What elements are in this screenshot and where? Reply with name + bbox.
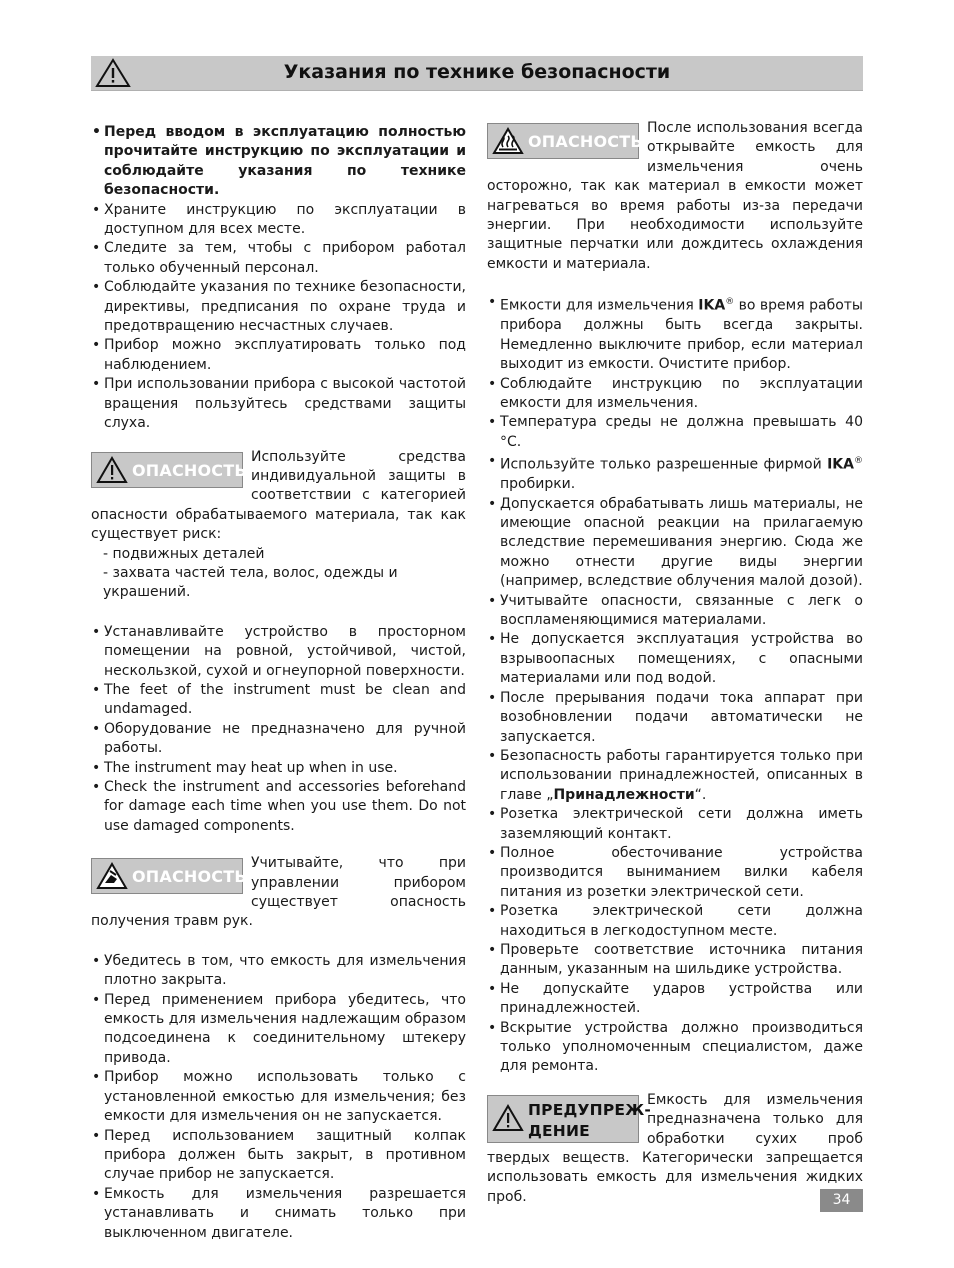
- bullet-list-operation: [487, 293, 863, 1077]
- list-item: • Полное обесточивание устройства производится выниманием вилки кабеля питания из розетки электрической сети.: [487, 844, 863, 902]
- warning-block-liquids: [487, 1091, 863, 1207]
- danger-text: Учитывайте, что при управлении прибором существует опасность получения травм рук.: [91, 855, 466, 930]
- list-item: • Следите за тем, чтобы с прибором работал только обученный персонал.: [91, 239, 466, 278]
- warning-triangle-icon: [492, 1104, 524, 1132]
- list-item: • После прерывания подачи тока аппарат при возобновлении подачи автоматически не запускается.: [487, 689, 863, 747]
- left-column: [91, 123, 466, 1243]
- right-column: [487, 120, 863, 1207]
- list-item: • Розетка электрической сети должна иметь заземляющий контакт.: [487, 805, 863, 844]
- danger-label: ОПАСНОСТЬ: [528, 132, 643, 151]
- list-item: • Соблюдайте указания по технике безопасности, директивы, предписания по охране труда и предотвращению несчастных случаев.: [91, 278, 466, 336]
- list-item: • Проверьте соответствие источника питания данным, указанным на шильдике устройства.: [487, 941, 863, 980]
- danger-badge: [91, 858, 247, 894]
- danger-badge: [91, 452, 247, 488]
- list-item: • Используйте только разрешенные фирмой IKA® пробирки.: [487, 452, 863, 494]
- danger-label: ОПАСНОСТЬ: [132, 460, 247, 480]
- warning-triangle-icon: [96, 456, 128, 484]
- list-item: • Не допускается эксплуатация устройства во взрывоопасных помещениях, с опасными материалами или под водой.: [487, 630, 863, 688]
- danger-badge: [487, 123, 643, 159]
- warning-badge: [487, 1095, 652, 1143]
- list-item: • Устанавливайте устройство в просторном помещении на ровной, устойчивой, чистой, нескользкой, сухой и огнеупорной поверхности.: [91, 623, 466, 681]
- list-item: • Допускается обрабатывать лишь материалы, не имеющие опасной реакции на прилагаемую вследствие перемешивания энергию. Сюда же можно отнести другие виды энергии (например, вследствие облучения малой дозой).: [487, 495, 863, 592]
- hot-surface-warning-icon: [492, 127, 524, 155]
- list-item: • Check the instrument and accessories beforehand for damage each time when you use them. Do not use damaged components.: [91, 778, 466, 836]
- bullet-list-general: [91, 123, 466, 434]
- list-item: • The feet of the instrument must be clean and undamaged.: [91, 681, 466, 720]
- page-title: Указания по технике безопасности: [283, 61, 671, 83]
- list-item: • Убедитесь в том, что емкость для измельчения плотно закрыта.: [91, 952, 466, 991]
- list-item: • Перед применением прибора убедитесь, что емкость для измельчения надлежащим образом подсоединена к соединительному штекеру привода.: [91, 991, 466, 1069]
- risk-list: [91, 545, 466, 603]
- risk-item: - захвата частей тела, волос, одежды и украшений.: [103, 564, 398, 601]
- list-item: • При использовании прибора с высокой частотой вращения пользуйтесь средствами защиты слуха.: [91, 375, 466, 433]
- list-item: • Перед вводом в эксплуатацию полностью прочитайте инструкцию по эксплуатации и соблюдайте указания по технике безопасности.: [91, 123, 466, 201]
- list-item: • Оборудование не предназначено для ручной работы.: [91, 720, 466, 759]
- list-item: • Учитывайте опасности, связанные с легк о воспламеняющимися материалами.: [487, 592, 863, 631]
- list-item: • Емкости для измельчения IKA® во время работы прибора должны быть всегда закрыты. Немедленно выключите прибор, если материал выходит из емкости. Очистите прибор.: [487, 293, 863, 374]
- warning-label: ПРЕДУПРЕЖ- ДЕНИЕ: [528, 1100, 652, 1140]
- hand-injury-warning-icon: [96, 862, 128, 890]
- danger-text: После использования всегда открывайте емкость для измельчения очень осторожно, так как материал в емкости может нагреваться во время работы из-за передачи энергии. При необходимости используйте защитные перчатки или дождитесь охлаждения емкости и материала.: [487, 120, 863, 272]
- bullet-list-container: [91, 952, 466, 1243]
- list-item: • Храните инструкцию по эксплуатации в доступном для всех месте.: [91, 201, 466, 240]
- list-item: • Емкость для измельчения разрешается устанавливать и снимать только при выключенном двигателе.: [91, 1185, 466, 1243]
- danger-block-hands: [91, 854, 466, 932]
- list-item: • Температура среды не должна превышать 40 °C.: [487, 413, 863, 452]
- danger-block-ppe: [91, 448, 466, 545]
- danger-text: Используйте средства индивидуальной защиты в соответствии с категорией опасности обрабатываемого материала, так как существует риск:: [91, 448, 466, 543]
- list-item: • Розетка электрической сети должна находиться в легкодоступном месте.: [487, 902, 863, 941]
- list-item: • Прибор можно использовать только с установленной емкостью для измельчения; без емкости для измельчения он не запускается.: [91, 1068, 466, 1126]
- risk-item: - подвижных деталей: [103, 545, 265, 562]
- danger-label: ОПАСНОСТЬ: [132, 867, 247, 887]
- warning-text: Емкость для измельчения предназначена только для обработки сухих проб твердых веществ. Категорически запрещается использовать емкость для измельчения жидких проб.: [487, 1091, 863, 1205]
- list-item: • Не допускайте ударов устройства или принадлежностей.: [487, 980, 863, 1019]
- list-item: • The instrument may heat up when in use.: [91, 759, 466, 778]
- list-item: • Безопасность работы гарантируется только при использовании принадлежностей, описанных в главе „Принадлежности“.: [487, 747, 863, 805]
- list-item: • Перед использованием защитный колпак прибора должен быть закрыт, в противном случае прибор не запускается.: [91, 1127, 466, 1185]
- list-item: • Соблюдайте инструкцию по эксплуатации емкости для измельчения.: [487, 375, 863, 414]
- list-item: • Вскрытие устройства должно производиться только уполномоченным специалистом, даже для ремонта.: [487, 1019, 863, 1077]
- page-number: 34: [820, 1189, 863, 1212]
- danger-block-hot: [487, 119, 863, 274]
- bullet-list-installation: [91, 623, 466, 836]
- section-header: [91, 56, 863, 91]
- list-item: • Прибор можно эксплуатировать только под наблюдением.: [91, 336, 466, 375]
